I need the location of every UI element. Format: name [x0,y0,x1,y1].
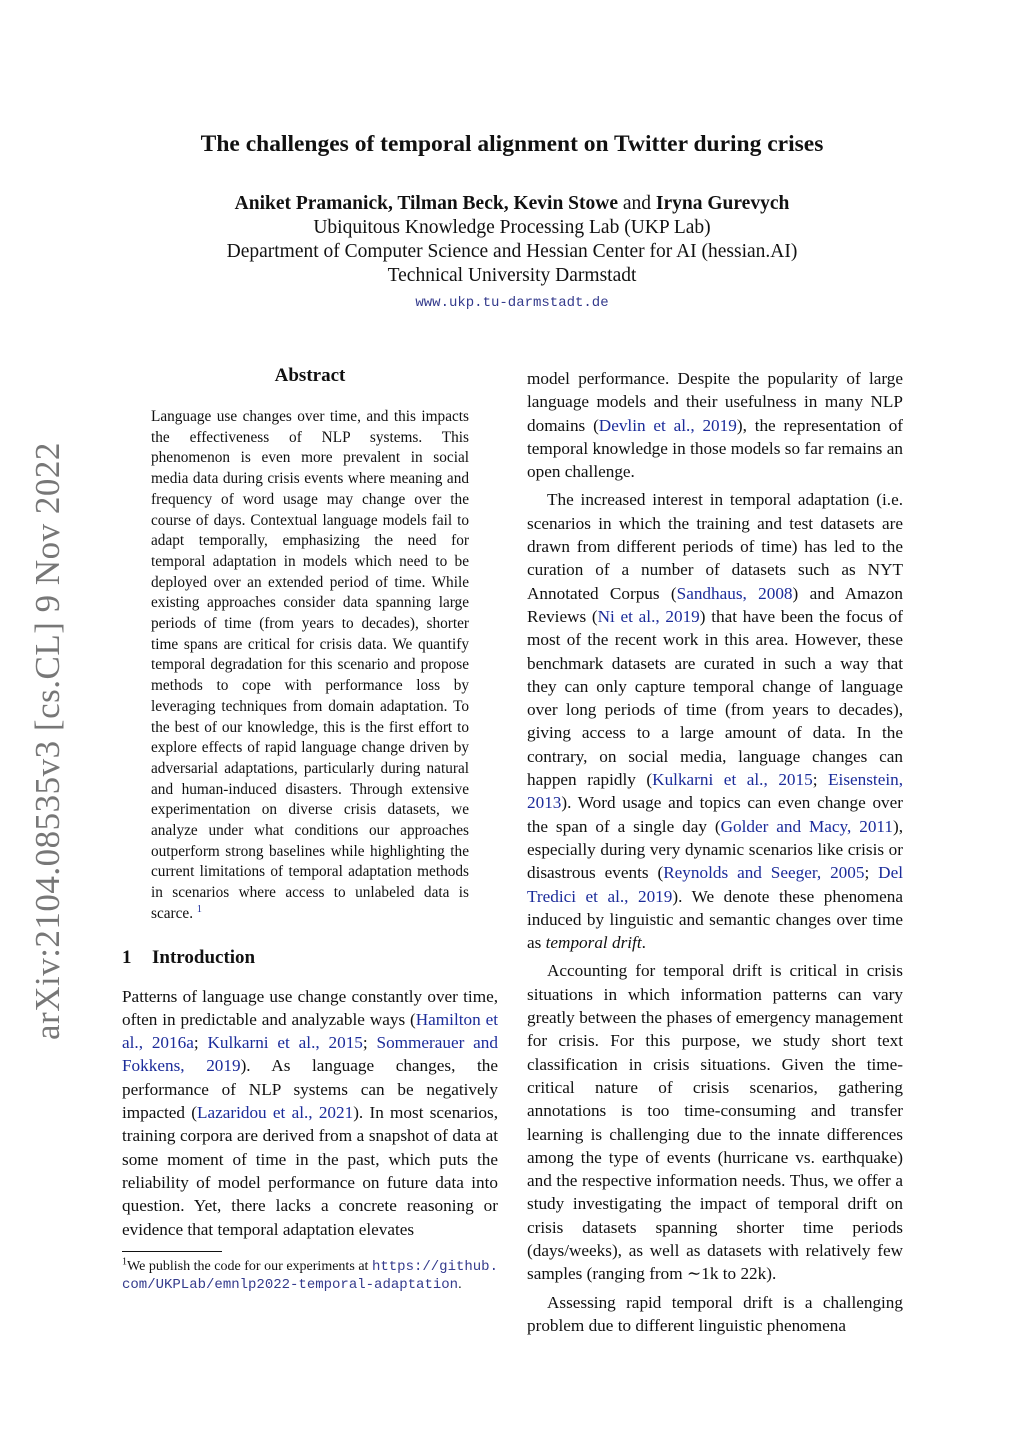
paragraph-text: ), especially during very dynamic scenarios like crisis or disastrous events ( [527,816,904,883]
term-temporal-drift: temporal drift [545,933,642,953]
author-last: Iryna Gurevych [655,193,790,214]
paragraph-text: ) and Amazon Reviews ( [527,583,903,626]
citation-eisenstein[interactable]: Eisenstein, 2013 [527,770,903,813]
citation-separator: ; [362,1033,377,1053]
author-and: and [622,193,652,214]
right-paragraph-1 [527,367,903,483]
author-block [0,192,1024,315]
paragraph-text: ). In most scenarios, training corpora are derived from a snapshot of data at some moment of time in the past, which puts the reliability of model performance on future data into question. Yet, there lacks a concrete reasoning or evidence that temporal adaptation elevates [122,1103,498,1239]
code-url-link[interactable]: https://github.com/UKPLab/emnlp2022-temporal-adaptation [122,1258,498,1293]
paragraph-text: ), the representation of temporal knowledge in those models so far remains an open challenge. [527,415,904,482]
section-title: Introduction [152,946,256,968]
footnote [122,1258,498,1294]
citation-hamilton[interactable]: Hamilton et al., 2016a [122,1009,498,1053]
abstract-text: Language use changes over time, and this impacts the effectiveness of NLP systems. This phenomenon is even more prevalent in social media data during crisis events where meaning and frequency of word usage may change over the course of days. Contextual language models fail to adapt temporally, emphasizing the need for temporal adaptation in models which need to be deployed over an extended period of time. While existing approaches consider data spanning large periods of time (from years to decades), shorter time spans are critical for crisis data. We quantify temporal degradation for this scenario and propose methods to cope with performance loss by leveraging techniques from domain adaptation. To the best of our knowledge, this is the first effort to explore effects of rapid language change driven by adversarial adaptations, particularly during natural and human-induced disasters. Through extensive experimentation on diverse crisis datasets, we analyze under what conditions our approaches outperform strong baselines while highlighting the current limitations of temporal adaptation methods in scenarios where access to unlabeled data is scarce. [151,408,469,922]
citation-del-tredici[interactable]: Del Tredici et al., 2019 [527,863,903,906]
citation-devlin[interactable]: Devlin et al., 2019 [598,415,737,435]
paragraph-text: The increased interest in temporal adaptation (i.e. scenarios in which the training and test datasets are drawn from different periods of time) has led to the curation of a number of datasets such as NYT Annotated Corpus ( [527,490,903,603]
paper-title: The challenges of temporal alignment on Twitter during crises [200,131,824,157]
right-paragraph-2 [527,488,903,954]
affiliation-department: Department of Computer Science and Hessian Center for AI (hessian.AI) [226,241,798,262]
paragraph-text: Patterns of language use change constantly over time, often in predictable and analyzable ways ( [122,986,498,1029]
right-paragraph-4: Assessing rapid temporal drift is a challenging problem due to different linguistic phenomena [527,1292,903,1335]
lab-url[interactable]: www.ukp.tu-darmstadt.de [415,295,609,311]
right-paragraph-3: Accounting for temporal drift is critical in crisis situations in which information patterns can vary greatly between the phases of emergency management for crisis. For this purpose, we study short text classification in crisis situations. Given the time-critical nature of crisis scenarios, gathering annotations is too time-consuming and transfer learning is challenging due to the innate differences among the type of events (hurricane vs. earthquake) and the respective information needs. Thus, we offer a study investigating the impact of temporal drift on crisis datasets spanning shorter time periods (days/weeks), as well as datasets with relatively few samples (ranging from ∼1k to 22k). [527,961,903,1284]
author-names [0,192,1024,216]
footnote-text: We publish the code for our experiments at [127,1258,372,1274]
citation-golder[interactable]: Golder and Macy, 2011 [720,816,893,836]
citation-sommerauer[interactable]: Sommerauer and Fokkens, 2019 [122,1033,498,1076]
paragraph-text: ). As language changes, the performance of NLP systems can be negatively impacted ( [122,1056,498,1123]
affiliation-university: Technical University Darmstadt [387,265,637,286]
citation-reynolds[interactable]: Reynolds and Seeger, 2005 [663,863,865,883]
citation-sandhaus[interactable]: Sandhaus, 2008 [676,583,793,603]
abstract-body [151,407,469,925]
abstract-heading: Abstract [274,365,346,386]
right-column [527,367,903,1337]
section-heading-introduction [122,947,498,969]
citation-ni[interactable]: Ni et al., 2019 [597,606,700,626]
paragraph-text: ) that have been the focus of most of the recent work in this area. However, these benchmark datasets are curated in such a way that they can only capture temporal change of language over long periods of time (from years to decades), giving access to a large amount of data. In the contrary, on social media, language changes can happen rapidly ( [527,606,903,790]
intro-paragraph-1 [122,985,498,1241]
citation-lazaridou[interactable]: Lazaridou et al., 2021 [196,1103,354,1123]
citation-kulkarni-2[interactable]: Kulkarni et al., 2015 [652,770,813,790]
citation-separator: ; [193,1033,208,1053]
paragraph-text: model performance. Despite the popularity of large language models and their usefulness in many NLP domains ( [527,369,903,435]
footnote-divider [122,1251,222,1252]
paragraph-text: ). We denote these phenomena induced by linguistic and semantic changes over time as [527,886,904,953]
citation-separator: ; [812,770,829,790]
footnote-end: . [458,1276,462,1292]
citation-kulkarni[interactable]: Kulkarni et al., 2015 [207,1033,363,1053]
left-column [122,365,498,1294]
arxiv-identifier: arXiv:2104.08535v3 [cs.CL] 9 Nov 2022 [28,442,67,1040]
footnote-number: 1 [122,1256,127,1268]
paragraph-text: . [641,933,646,953]
paragraph-text: ). Word usage and topics can even change over the span of a single day ( [527,793,903,836]
section-number: 1 [122,946,132,968]
affiliation-lab: Ubiquitous Knowledge Processing Lab (UKP Lab) [313,217,711,238]
author-list: Aniket Pramanick, Tilman Beck, Kevin Stowe [234,193,618,214]
citation-separator: ; [864,863,879,883]
footnote-marker[interactable]: 1 [196,903,202,915]
